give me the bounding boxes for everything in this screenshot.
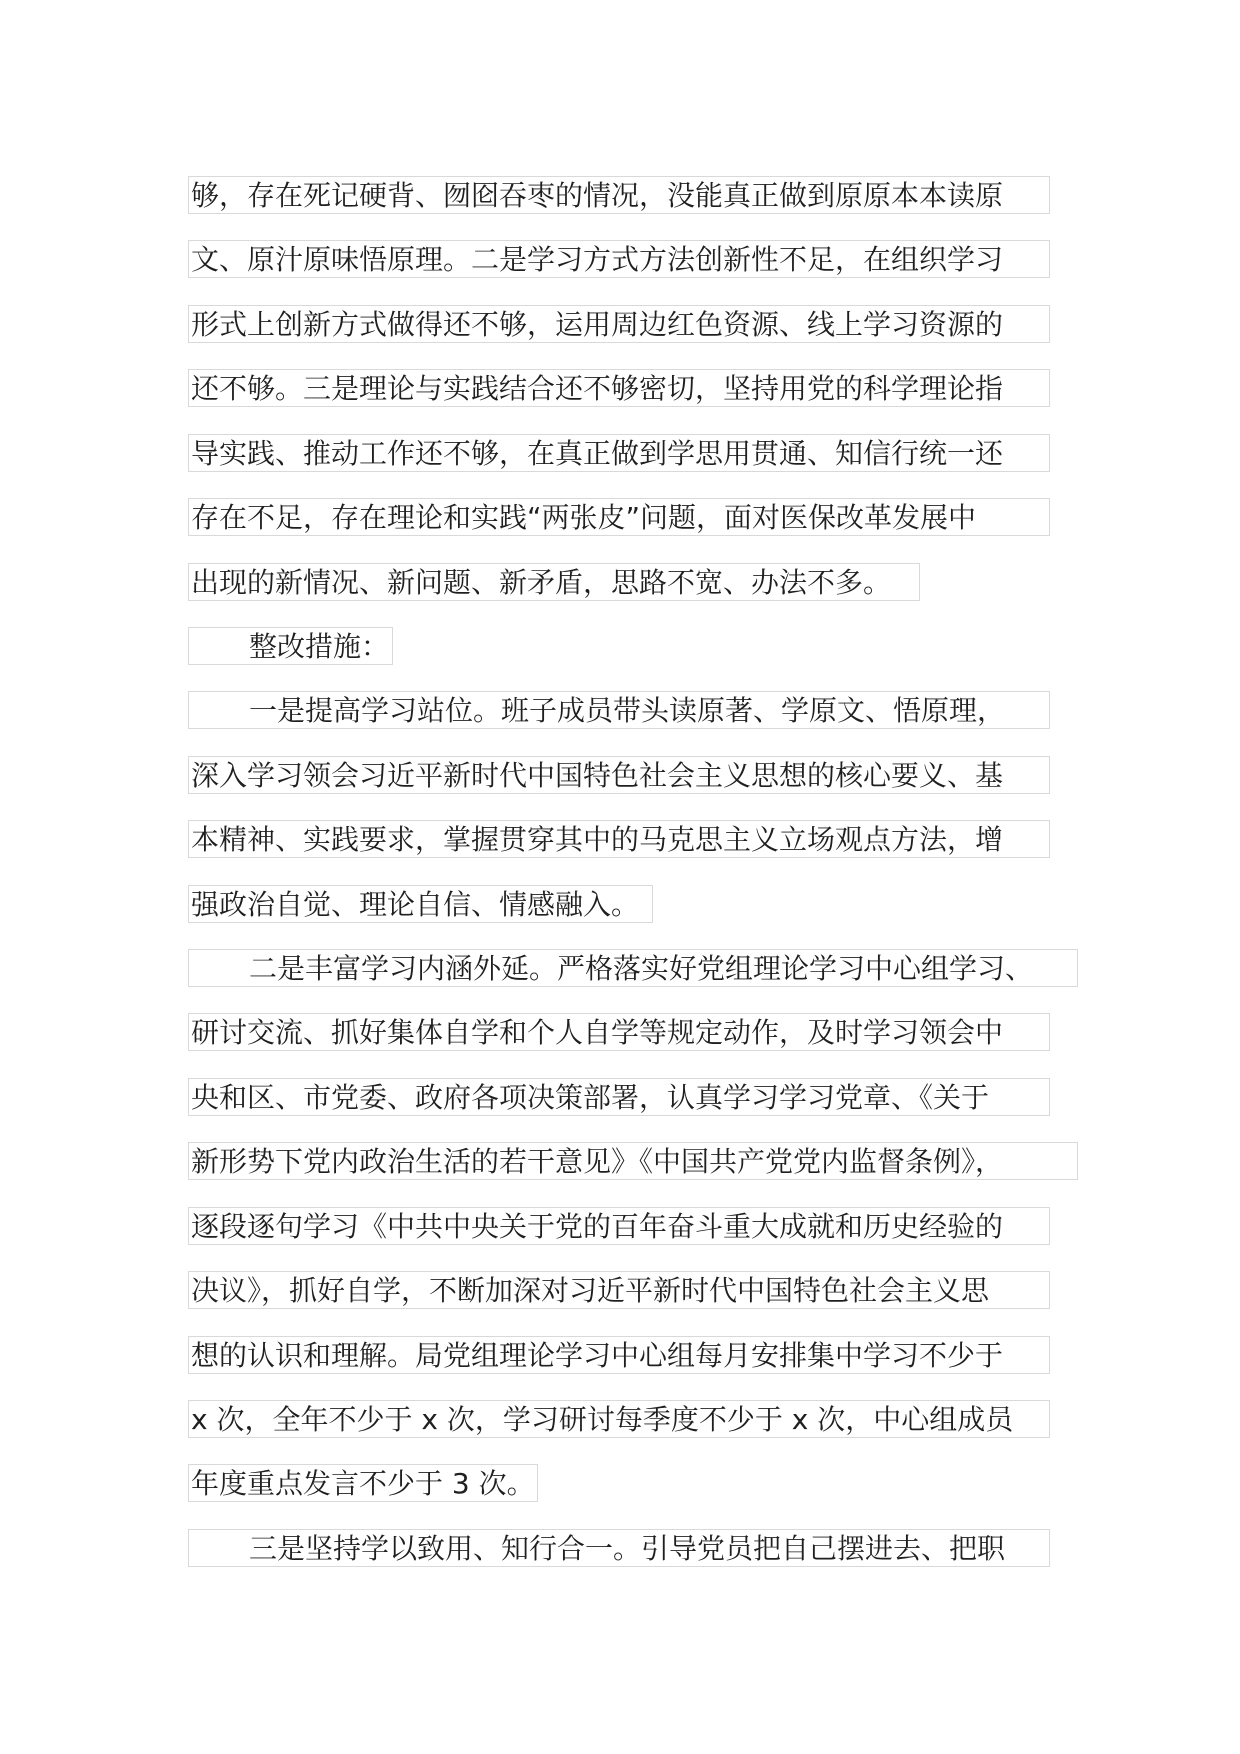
text-line: 逐段逐句学习《中共中央关于党的百年奋斗重大成就和历史经验的: [188, 1207, 1050, 1245]
paragraph-first-line: 二是丰富学习内涵外延。严格落实好党组理论学习中心组学习、: [188, 949, 1078, 987]
paragraph-first-line: 一是提高学习站位。班子成员带头读原著、学原文、悟原理，: [188, 691, 1050, 729]
text-line: 存在不足，存在理论和实践“两张皮”问题，面对医保改革发展中: [188, 498, 1050, 536]
text-line: 决议》，抓好自学，不断加深对习近平新时代中国特色社会主义思: [188, 1271, 1050, 1309]
text-line: 导实践、推动工作还不够，在真正做到学思用贯通、知信行统一还: [188, 434, 1050, 472]
text-line: 还不够。三是理论与实践结合还不够密切，坚持用党的科学理论指: [188, 369, 1050, 407]
text-line: 研讨交流、抓好集体自学和个人自学等规定动作，及时学习领会中: [188, 1013, 1050, 1051]
text-line: 强政治自觉、理论自信、情感融入。: [188, 885, 653, 923]
text-line: 够，存在死记硬背、囫囵吞枣的情况，没能真正做到原原本本读原: [188, 176, 1050, 214]
text-line: x 次，全年不少于 x 次，学习研讨每季度不少于 x 次，中心组成员: [188, 1400, 1050, 1438]
text-line: 深入学习领会习近平新时代中国特色社会主义思想的核心要义、基: [188, 756, 1050, 794]
text-line: 央和区、市党委、政府各项决策部署，认真学习学习党章、《关于: [188, 1078, 1050, 1116]
text-line: 出现的新情况、新问题、新矛盾，思路不宽、办法不多。: [188, 563, 920, 601]
text-line: 形式上创新方式做得还不够，运用周边红色资源、线上学习资源的: [188, 305, 1050, 343]
section-heading: 整改措施：: [188, 627, 393, 665]
text-line: 想的认识和理解。局党组理论学习中心组每月安排集中学习不少于: [188, 1336, 1050, 1374]
text-line: 文、原汁原味悟原理。二是学习方式方法创新性不足，在组织学习: [188, 240, 1050, 278]
text-line: 年度重点发言不少于 3 次。: [188, 1464, 538, 1502]
paragraph-first-line: 三是坚持学以致用、知行合一。引导党员把自己摆进去、把职: [188, 1529, 1050, 1567]
text-line: 本精神、实践要求，掌握贯穿其中的马克思主义立场观点方法，增: [188, 820, 1050, 858]
text-line: 新形势下党内政治生活的若干意见》《中国共产党党内监督条例》，: [188, 1142, 1078, 1180]
